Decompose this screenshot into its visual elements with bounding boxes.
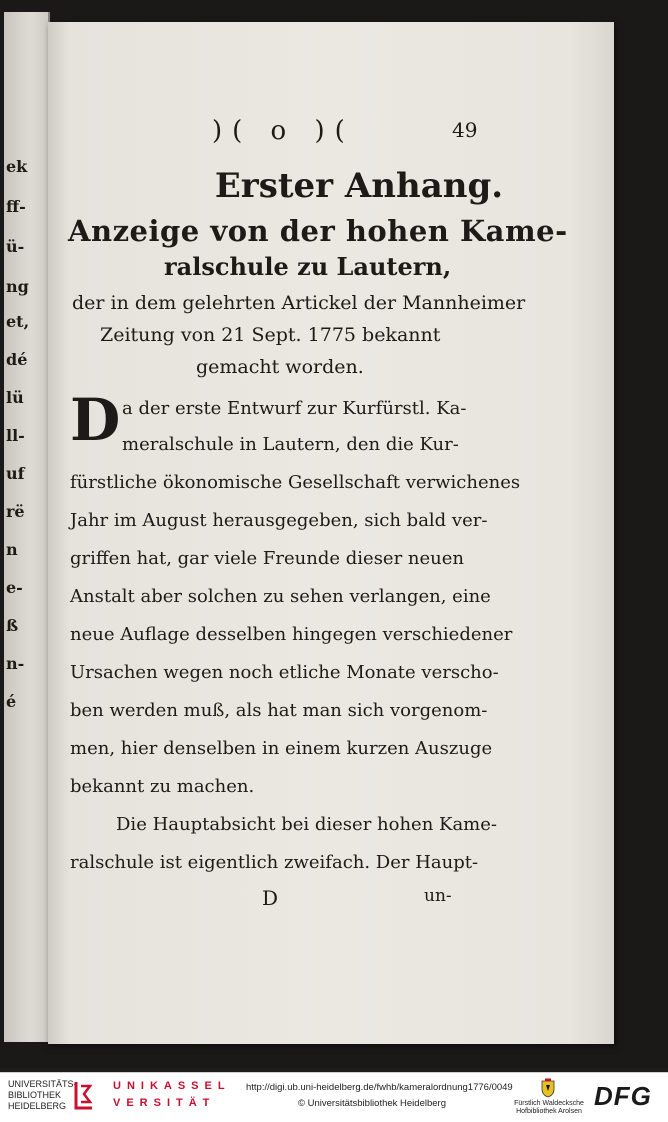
body-line: men, hier denselben in einem kurzen Auszuge	[70, 738, 493, 759]
body-line: griffen hat, gar viele Freunde dieser neuen	[70, 548, 464, 569]
body-line: Anstalt aber solchen zu sehen verlangen, eine	[70, 586, 491, 607]
footer-bar	[0, 1072, 668, 1122]
body-line: ralschule ist eigentlich zweifach. Der Haupt-	[70, 852, 479, 873]
left-fragment: e-	[6, 578, 23, 597]
header-ornament: )( o )(	[212, 116, 355, 146]
kassel-logo-line: UNIKASSEL	[113, 1080, 231, 1092]
uni-heidelberg-line: UNIVERSITÄTS-	[8, 1079, 77, 1089]
left-fragment: lü	[6, 388, 24, 407]
uni-heidelberg-line: HEIDELBERG	[8, 1101, 67, 1111]
signature-mark: D	[262, 886, 279, 910]
left-fragment: dé	[6, 350, 28, 369]
left-fragment: ff-	[6, 197, 26, 216]
left-fragment: et,	[6, 312, 30, 331]
body-line: fürstliche ökonomische Gesellschaft verwichenes	[70, 472, 521, 493]
left-fragment: n	[6, 540, 18, 559]
waldeck-crest-icon	[540, 1078, 556, 1098]
heidelberg-logo-icon	[72, 1080, 96, 1110]
left-fragment: ü-	[6, 237, 25, 256]
subheading-line: Zeitung von 21 Sept. 1775 bekannt	[100, 324, 441, 346]
body-line: meralschule in Lautern, den die Kur-	[122, 434, 459, 455]
left-fragment: ll-	[6, 426, 25, 445]
uni-heidelberg-line: BIBLIOTHEK	[8, 1090, 62, 1100]
left-fragment: n-	[6, 654, 25, 673]
body-line: Ursachen wegen noch etliche Monate verscho-	[70, 662, 499, 683]
body-line: Jahr im August herausgegeben, sich bald ver-	[70, 510, 488, 531]
dfg-logo: DFG	[594, 1081, 652, 1111]
left-fragment: uf	[6, 464, 25, 483]
waldeck-line: Fürstlich Waldecksche	[514, 1100, 584, 1107]
left-fragment: ng	[6, 277, 29, 296]
catchword: un-	[424, 886, 452, 906]
body-line: ben werden muß, als hat man sich vorgenom-	[70, 700, 488, 721]
waldeck-line: Hofbibliothek Arolsen	[516, 1108, 582, 1115]
heading-anzeige-line-2: ralschule zu Lautern,	[164, 252, 452, 281]
body-line: neue Auflage desselben hingegen verschiedener	[70, 624, 513, 645]
kassel-logo-line: VERSITÄT	[113, 1097, 216, 1109]
left-fragment: ek	[6, 157, 28, 176]
body-line: a der erste Entwurf zur Kurfürstl. Ka-	[122, 398, 467, 419]
left-fragment: rë	[6, 502, 25, 521]
body-line: Die Hauptabsicht bei dieser hohen Kame-	[116, 814, 497, 835]
left-fragment: é	[6, 692, 17, 711]
source-url[interactable]: http://digi.ub.uni-heidelberg.de/fwhb/kameralordnung1776/0049	[246, 1082, 513, 1093]
copyright-text: © Universitätsbibliothek Heidelberg	[298, 1098, 446, 1109]
uni-heidelberg-label	[8, 1079, 77, 1112]
left-fragment: ß	[6, 616, 19, 635]
body-line: bekannt zu machen.	[70, 776, 255, 797]
waldeck-label	[514, 1100, 584, 1116]
subheading-line: der in dem gelehrten Artickel der Mannheimer	[72, 292, 526, 314]
heading-erster-anhang: Erster Anhang.	[214, 166, 504, 206]
subheading-line: gemacht worden.	[196, 356, 364, 378]
drop-cap: D	[70, 386, 121, 454]
heading-anzeige-line-1: Anzeige von der hohen Kame-	[68, 214, 568, 248]
page-number: 49	[452, 118, 478, 142]
